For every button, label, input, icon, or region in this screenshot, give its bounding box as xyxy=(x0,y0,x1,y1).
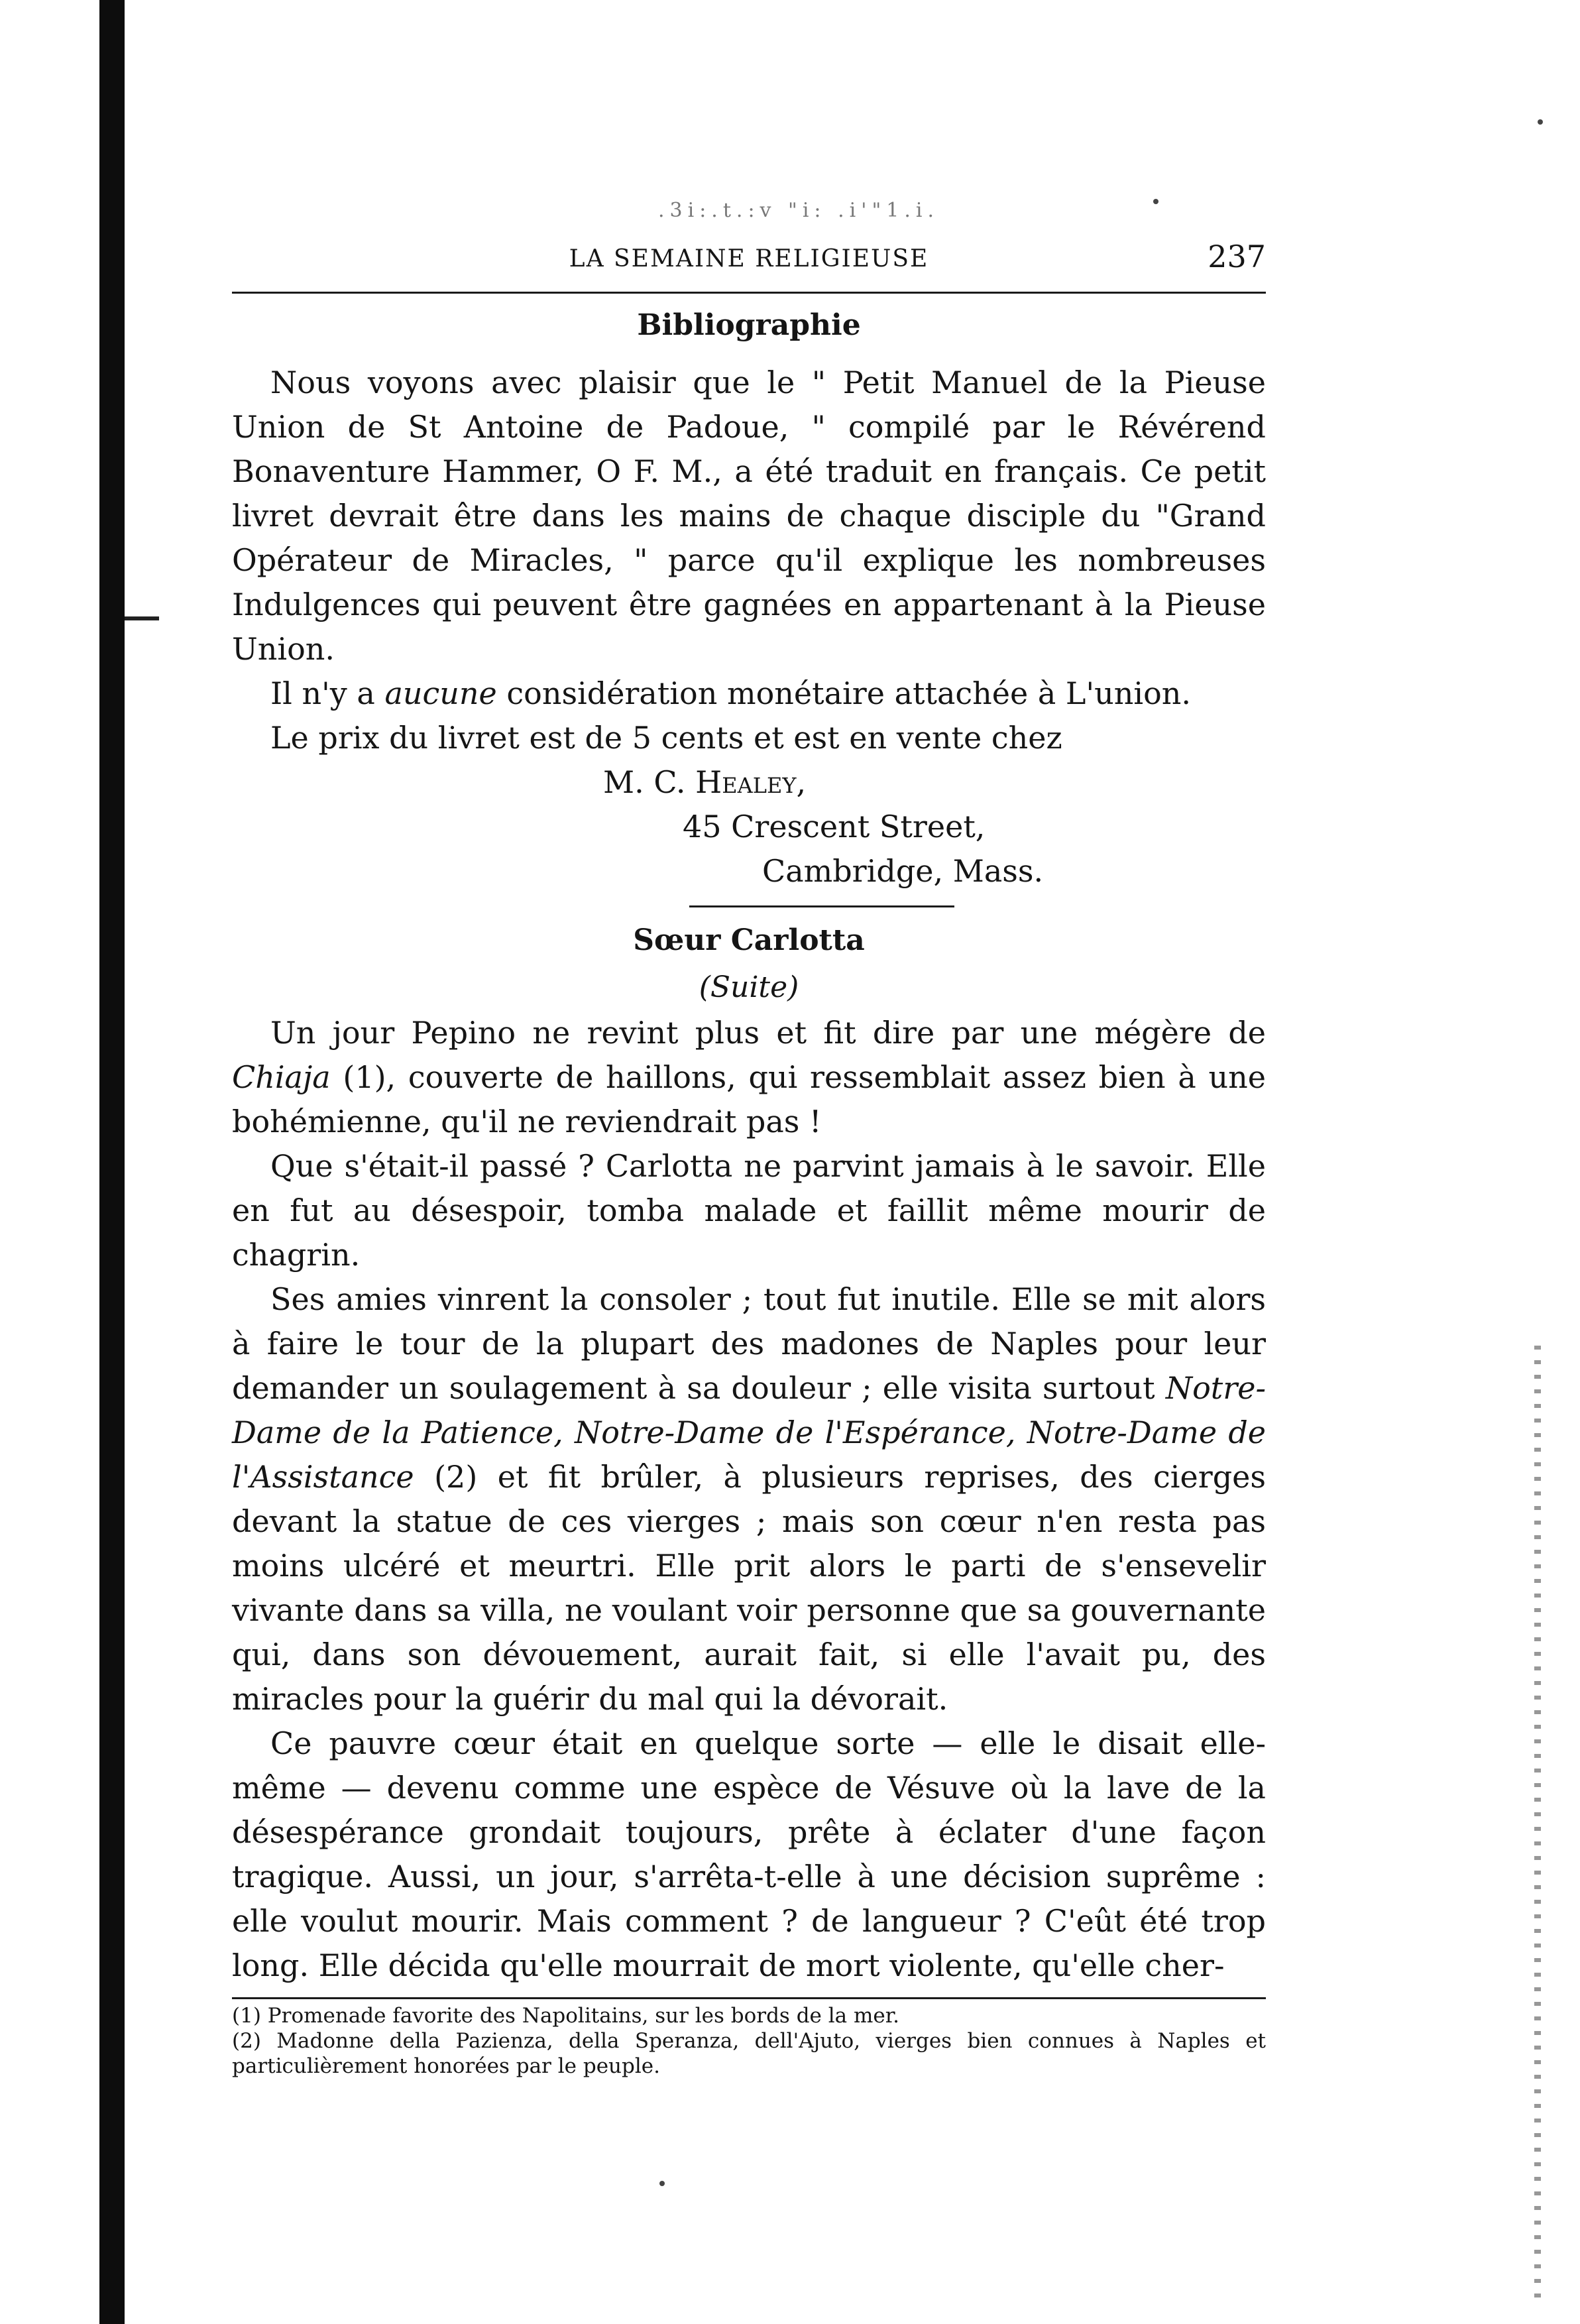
text-run: Un jour Pepino ne revint plus et fit dire par une mégère de xyxy=(270,1015,1266,1051)
bibliographie-paragraph: Nous voyons avec plaisir que le " Petit Manuel de la Pieuse Union de St Antoine de Padoue, " compilé par le Révérend Bonaventure Hammer, O F. M., a été traduit en français. Ce petit livret devrait être dans les mains de chaque disciple du "Grand Opérateur de Miracles, " parce qu'il explique les nombreuses Indulgences qui peuvent être gagnées en appartenant à la Pieuse Union. xyxy=(232,365,1266,667)
article-paragraph xyxy=(232,1277,1266,1721)
section-divider xyxy=(689,905,954,907)
emphasis: Chiaja xyxy=(232,1059,331,1095)
running-head xyxy=(232,239,1266,285)
section-heading-bibliographie: Bibliographie xyxy=(637,308,861,342)
address-street: 45 Crescent Street, xyxy=(683,809,986,844)
text-run: (2) et fit brûler, à plusieurs reprises, des cierges devant la statue de ces vierges ; mais son cœur n'en resta pas moins ulcéré et meurtri. Elle prit alors le parti de s'ensevelir vivante dans sa villa, ne voulant voir personne que sa gouvernante qui, dans son dévouement, aurait fait, si elle l'avait pu, des miracles pour la guérir du mal qui la dévorait. xyxy=(232,1459,1266,1717)
scan-gutter xyxy=(99,0,125,2324)
emphasis: Notre-Dame de la Patience, Notre-Dame de l'Espérance, Notre-Dame de l'Assistance xyxy=(232,1370,1266,1495)
scan-mark xyxy=(125,616,159,620)
bleed-through-text: .3i:.t.:v "i: .i'"1.i. xyxy=(657,199,939,222)
page-number: 237 xyxy=(1208,239,1266,274)
text-run: considération monétaire attachée à L'union. xyxy=(496,675,1192,711)
scan-speck xyxy=(659,2181,665,2186)
address-name: M. C. Healey, xyxy=(603,764,807,800)
footnotes xyxy=(232,2003,1266,2079)
footnote-rule xyxy=(232,1997,1266,1999)
scan-speck xyxy=(1538,119,1543,125)
article-paragraph: Que s'était-il passé ? Carlotta ne parvint jamais à le savoir. Elle en fut au désespoir, tomba malade et faillit même mourir de chagrin. xyxy=(232,1148,1266,1273)
emphasis: aucune xyxy=(384,675,497,711)
article-paragraph xyxy=(232,1011,1266,1144)
footnote-1: (1) Promenade favorite des Napolitains, sur les bords de la mer. xyxy=(232,2004,900,2028)
text-run: (1), couverte de haillons, qui ressemblait assez bien à une bohémienne, qu'il ne reviendrait pas ! xyxy=(232,1059,1266,1139)
bibliographie-paragraph: Le prix du livret est de 5 cents et est en vente chez xyxy=(270,720,1062,756)
article-subtitle: (Suite) xyxy=(699,970,799,1004)
header-rule xyxy=(232,292,1266,294)
page xyxy=(232,199,1266,2079)
footnote-2: (2) Madonne della Pazienza, della Speranza, dell'Ajuto, vierges bien connues à Naples et particulièrement honorées par le peuple. xyxy=(232,2029,1266,2078)
article-paragraph: Ce pauvre cœur était en quelque sorte — elle le disait elle-même — devenu comme une espèce de Vésuve où la lave de la désespérance grondait toujours, prête à éclater d'une façon tragique. Aussi, un jour, s'arrêta-t-elle à une décision suprême : elle voulut mourir. Mais comment ? de langueur ? C'eût été trop long. Elle décida qu'elle mourrait de mort violente, qu'elle cher- xyxy=(232,1725,1266,1983)
text-run: Il n'y a xyxy=(270,675,385,711)
running-title: LA SEMAINE RELIGIEUSE xyxy=(569,245,929,272)
text-run: Ses amies vinrent la consoler ; tout fut inutile. Elle se mit alors à faire le tour de la plupart des madones de Naples pour leur demander un soulagement à sa douleur ; elle visita surtout xyxy=(232,1281,1266,1406)
address-block xyxy=(232,760,1266,894)
article-title: Sœur Carlotta xyxy=(633,923,865,957)
bibliographie-paragraph xyxy=(232,671,1266,716)
address-city: Cambridge, Mass. xyxy=(762,853,1044,889)
scan-noise xyxy=(1534,1346,1541,2300)
